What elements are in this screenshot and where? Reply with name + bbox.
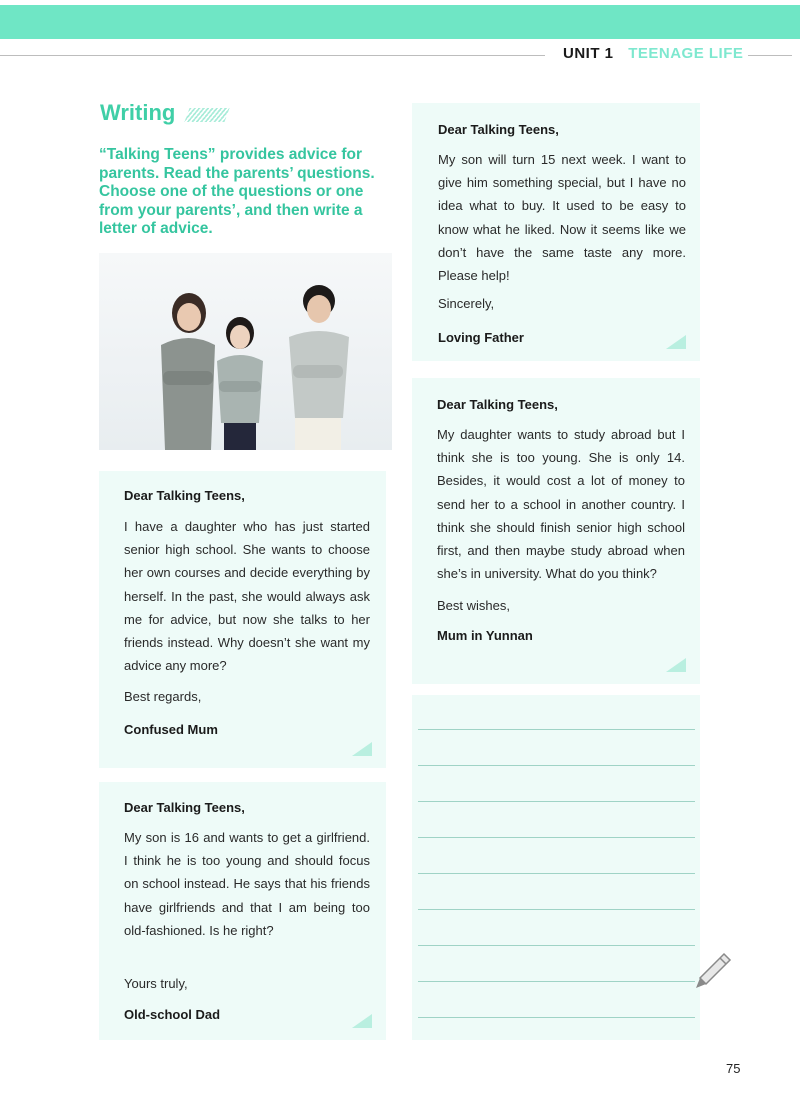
writing-line[interactable]: [418, 945, 695, 946]
writing-area[interactable]: [412, 695, 700, 1040]
letter-signoff: Sincerely,: [438, 296, 495, 311]
title-decoration: [184, 108, 229, 122]
writing-line[interactable]: [418, 801, 695, 802]
card-fold: [352, 742, 372, 756]
letter-signature: Mum in Yunnan: [437, 628, 533, 643]
mother-figure: [161, 293, 215, 450]
letter-card-old-school-dad: [99, 782, 386, 1040]
letter-signature: Confused Mum: [124, 722, 218, 737]
letter-greeting: Dear Talking Teens,: [124, 800, 245, 815]
letter-signoff: Yours truly,: [124, 976, 188, 991]
instructions: “Talking Teens” provides advice for parents. Read the parents’ questions. Choose one of the questions or one from your parents’, and then write a letter of advice.: [99, 146, 375, 237]
letter-card-loving-father: [412, 103, 700, 361]
letter-body: I have a daughter who has just started senior high school. She wants to choose her own courses and decide everything by herself. In the past, she would always ask me for advice, but now she talks to her friends instead. Why doesn’t she want my advice any more?: [124, 519, 370, 674]
writing-line[interactable]: [418, 837, 695, 838]
card-fold: [666, 658, 686, 672]
letter-body: My son is 16 and wants to get a girlfriend. I think he is too young and should focus on school instead. He says that his friends have girlfriends and that I am being too old-fashioned. Is he right?: [124, 830, 370, 938]
letter-greeting: Dear Talking Teens,: [438, 122, 559, 137]
writing-line[interactable]: [418, 873, 695, 874]
letter-greeting: Dear Talking Teens,: [124, 488, 245, 503]
writing-line[interactable]: [418, 765, 695, 766]
unit-header: [563, 45, 743, 62]
letter-signature: Loving Father: [438, 330, 524, 345]
writing-line[interactable]: [418, 1017, 695, 1018]
unit-theme: TEENAGE LIFE: [628, 45, 744, 62]
card-fold: [666, 335, 686, 349]
letter-greeting: Dear Talking Teens,: [437, 397, 558, 412]
top-color-band: [0, 5, 800, 39]
header-divider-right: [748, 55, 792, 56]
section-title: Writing: [100, 100, 176, 125]
letter-signoff: Best wishes,: [437, 598, 510, 613]
letter-signature: Old-school Dad: [124, 1007, 221, 1022]
writing-line[interactable]: [418, 909, 695, 910]
letter-body: My son will turn 15 next week. I want to give him something special, but I have no idea what to buy. It used to be easy to know what he liked. Now it seems like we don’t have the same taste any more. Please help!: [438, 152, 686, 284]
header-divider: [0, 55, 545, 56]
letter-card-confused-mum: [99, 471, 386, 768]
daughter-figure: [217, 317, 263, 450]
father-figure: [289, 285, 349, 450]
writing-line[interactable]: [418, 981, 695, 982]
family-photo: [99, 253, 392, 450]
unit-label: UNIT 1: [563, 45, 614, 62]
letter-body: My daughter wants to study abroad but I think she is too young. She is only 14. Besides, it would cost a lot of money to send her to a school in another country. I think she should finish senior high school first, and then maybe study abroad when she’s in university. What do you think?: [437, 427, 685, 582]
letter-signoff: Best regards,: [124, 689, 202, 704]
letter-card-mum-in-yunnan: [412, 378, 700, 684]
pencil-icon: [692, 950, 734, 990]
writing-line[interactable]: [418, 729, 695, 730]
card-fold: [352, 1014, 372, 1028]
page-number: 75: [726, 1061, 741, 1076]
